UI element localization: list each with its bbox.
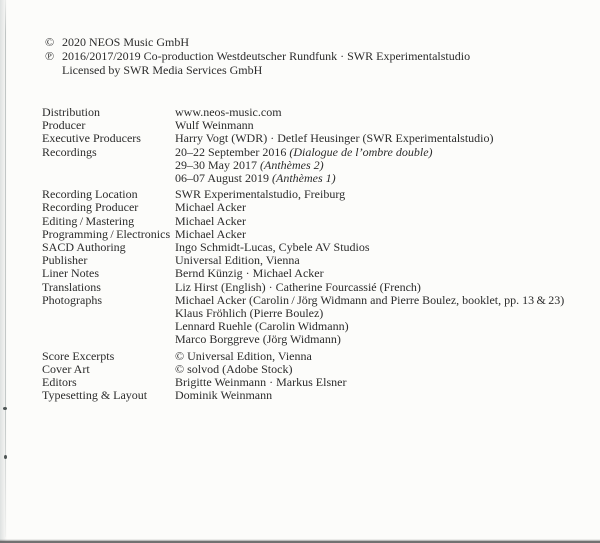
credit-value-segment: Michael Acker (Carolin / Jörg Widmann and Pierre Boulez, booklet, pp. 13 & 23)	[175, 292, 565, 307]
credit-label: Translations	[42, 279, 101, 294]
credit-row	[42, 215, 590, 228]
credit-row	[42, 241, 590, 254]
credit-label: Recording Location	[42, 187, 138, 202]
credit-value-segment: Harry Vogt (WDR) · Detlef Heusinger (SWR Experimentalstudio)	[175, 131, 494, 146]
credit-label: Producer	[42, 118, 86, 133]
credit-value-segment: Michael Acker	[175, 226, 246, 241]
credit-row	[42, 350, 590, 363]
credit-value-segment: Lennard Ruehle (Carolin Widmann)	[175, 319, 349, 334]
credit-value-segment: 29–30 May 2017	[175, 157, 260, 172]
credit-row	[42, 201, 590, 214]
credit-label: Recordings	[42, 144, 97, 159]
credit-value-segment: www.neos-music.com	[175, 105, 282, 119]
license-text: Licensed by SWR Media Services GmbH	[62, 63, 263, 77]
credit-value-segment: Liz Hirst (English) · Catherine Fourcassié (French)	[175, 279, 421, 294]
credit-value-segment: 20–22 September 2016	[175, 144, 290, 159]
credit-label: Score Excerpts	[42, 348, 115, 363]
credit-value-segment: Michael Acker	[175, 200, 246, 215]
credit-row	[42, 146, 590, 186]
credit-value-segment: Brigitte Weinmann · Markus Elsner	[175, 375, 347, 390]
credit-value-segment: Ingo Schmidt-Lucas, Cybele AV Studios	[175, 240, 370, 255]
credit-value-segment: © solvod (Adobe Stock)	[175, 361, 293, 376]
credit-value-segment: Universal Edition, Vienna	[175, 253, 300, 268]
credit-label: Liner Notes	[42, 266, 99, 281]
credit-value-line	[175, 389, 590, 402]
credit-label: Cover Art	[42, 361, 90, 376]
scan-speck	[3, 407, 7, 410]
credit-value-segment: Dominik Weinmann	[175, 388, 273, 403]
credit-value-segment: 06–07 August 2019	[175, 171, 273, 186]
copyright-symbol: ©	[45, 35, 55, 49]
credit-value-segment: Bernd Künzig · Michael Acker	[175, 266, 324, 281]
credit-value-segment: Marco Borggreve (Jörg Widmann)	[175, 332, 341, 347]
credit-values	[175, 389, 590, 402]
phonogram-line	[45, 49, 470, 63]
credit-value-italic-segment: (Dialogue de l’ombre double)	[289, 144, 433, 159]
credit-value-segment: Wulf Weinmann	[175, 118, 254, 133]
phonogram-text: 2016/2017/2019 Co-production Westdeutscher Rundfunk · SWR Experimentalstudio	[62, 49, 471, 63]
credit-label: Photographs	[42, 292, 102, 307]
credit-value-segment: Michael Acker	[175, 213, 246, 228]
credit-value-segment: SWR Experimentalstudio, Freiburg	[175, 187, 346, 202]
copyright-block	[45, 35, 470, 77]
credit-value-segment: © Universal Edition, Vienna	[175, 348, 312, 363]
credit-label: Publisher	[42, 253, 88, 268]
credit-value-line	[175, 172, 590, 185]
copyright-line	[45, 35, 470, 49]
credit-values	[175, 294, 590, 347]
license-line	[45, 63, 470, 77]
scan-speck	[4, 455, 7, 459]
credit-row	[42, 294, 590, 347]
scan-page-edge-bottom	[0, 539, 600, 543]
credit-label: Programming / Electronics	[42, 226, 171, 241]
phonogram-symbol: ℗	[45, 49, 55, 63]
credit-value-segment: Klaus Fröhlich (Pierre Boulez)	[175, 306, 324, 321]
copyright-text: 2020 NEOS Music GmbH	[62, 35, 190, 49]
credit-label: Typesetting & Layout	[42, 388, 148, 403]
credit-label: SACD Authoring	[42, 240, 126, 255]
credit-label: Distribution	[42, 105, 101, 119]
credit-values	[175, 146, 590, 186]
credit-label: Executive Producers	[42, 131, 141, 146]
credit-label: Editors	[42, 375, 77, 390]
credit-value-italic-segment: (Anthèmes 2)	[260, 157, 324, 172]
credit-value-line	[175, 333, 590, 346]
credit-value-italic-segment: (Anthèmes 1)	[272, 171, 336, 186]
credit-label: Editing / Mastering	[42, 213, 135, 228]
credit-row	[42, 389, 590, 402]
symbol-spacer	[45, 63, 62, 77]
credit-row	[42, 106, 590, 119]
credit-label: Recording Producer	[42, 200, 139, 215]
credits-list	[42, 106, 590, 402]
